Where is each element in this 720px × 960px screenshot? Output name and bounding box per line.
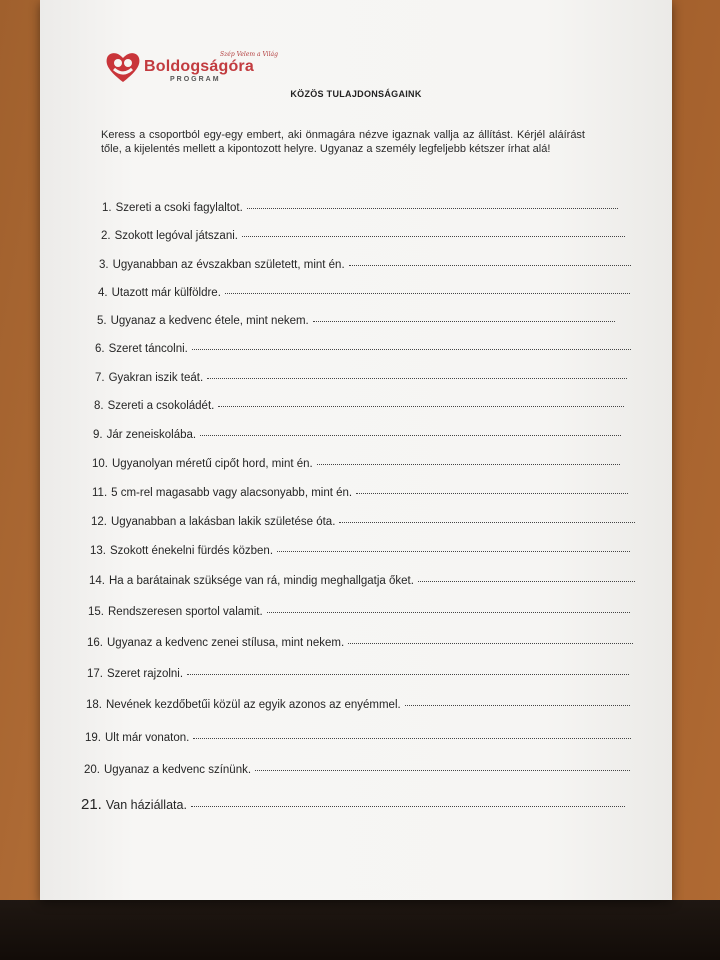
signature-line[interactable] — [187, 674, 629, 675]
logo-name: Boldogságóra — [144, 58, 254, 75]
statement-text: Ha a barátainak szüksége van rá, mindig meghallgatja őket. — [109, 575, 414, 587]
statement-text: Ugyanaz a kedvenc színünk. — [104, 764, 252, 776]
signature-line[interactable] — [225, 293, 630, 294]
statement-number: 1. — [102, 202, 112, 214]
statement-text: Szeret rajzolni. — [107, 668, 184, 680]
statement-row — [88, 606, 630, 618]
statement-row — [85, 732, 631, 744]
logo — [104, 50, 278, 90]
statement-number: 15. — [88, 606, 104, 618]
instructions-text: Keress a csoportból egy-egy embert, aki önmagára nézve igaznak vallja az állítást. Kérjél aláírást tőle, a kijelentés mellett a kipontozott helyre. Ugyanaz a személy legfeljebb kétszer írhat alá! — [101, 129, 585, 155]
statement-text: Nevének kezdőbetűi közül az egyik azonos az enyémmel. — [106, 699, 401, 711]
statement-number: 12. — [91, 516, 107, 528]
statement-row — [90, 545, 630, 557]
signature-line[interactable] — [348, 643, 633, 644]
statement-text: Ült már vonaton. — [105, 732, 190, 744]
statement-number: 9. — [93, 429, 103, 441]
statement-row — [84, 764, 630, 776]
statement-row — [95, 343, 631, 355]
statement-number: 16. — [87, 637, 103, 649]
statement-number: 11. — [92, 487, 108, 499]
statement-row — [87, 668, 629, 680]
statement-row — [92, 487, 628, 499]
worksheet-page — [40, 0, 672, 900]
statement-number: 18. — [86, 699, 102, 711]
statement-row — [89, 575, 635, 587]
statement-row — [94, 400, 624, 412]
signature-line[interactable] — [267, 612, 630, 613]
statement-text: Ugyanaz a kedvenc étele, mint nekem. — [110, 315, 309, 327]
signature-line[interactable] — [313, 321, 615, 322]
statement-number: 6. — [95, 343, 105, 355]
statement-row — [91, 516, 635, 528]
statement-row — [97, 315, 615, 327]
signature-line[interactable] — [356, 493, 628, 494]
statement-number: 10. — [92, 458, 108, 470]
statement-row — [101, 230, 625, 242]
signature-line[interactable] — [247, 208, 618, 209]
statement-text: Szeret táncolni. — [108, 343, 188, 355]
signature-line[interactable] — [418, 581, 635, 582]
statement-number: 7. — [95, 372, 105, 384]
statement-row — [95, 372, 627, 384]
statement-number: 19. — [85, 732, 101, 744]
statement-text: Gyakran iszik teát. — [108, 372, 204, 384]
table-edge — [0, 900, 720, 960]
signature-line[interactable] — [339, 522, 635, 523]
statement-text: Ugyanabban az évszakban született, mint én. — [112, 259, 345, 271]
heart-logo-icon — [104, 50, 142, 84]
signature-line[interactable] — [191, 806, 625, 807]
statement-row — [98, 287, 630, 299]
page-title: KÖZÖS TULAJDONSÁGAINK — [290, 89, 422, 99]
signature-line[interactable] — [317, 464, 620, 465]
statement-text: Jár zeneiskolába. — [106, 429, 197, 441]
statement-number: 17. — [87, 668, 103, 680]
signature-line[interactable] — [277, 551, 630, 552]
statement-text: Ugyanaz a kedvenc zenei stílusa, mint nekem. — [107, 637, 345, 649]
statement-text: Szereti a csoki fagylaltot. — [115, 202, 243, 214]
signature-line[interactable] — [200, 435, 621, 436]
signature-line[interactable] — [255, 770, 630, 771]
signature-line[interactable] — [349, 265, 631, 266]
statement-number: 4. — [98, 287, 108, 299]
statement-text: Szereti a csokoládét. — [107, 400, 215, 412]
statement-text: Szokott énekelni fürdés közben. — [110, 545, 274, 557]
statement-row — [86, 699, 630, 711]
signature-line[interactable] — [207, 378, 627, 379]
statement-row — [92, 458, 620, 470]
signature-line[interactable] — [192, 349, 631, 350]
statement-number: 21. — [81, 796, 102, 813]
statement-text: Utazott már külföldre. — [111, 287, 221, 299]
statement-text: Rendszeresen sportol valamit. — [108, 606, 263, 618]
statement-row — [81, 796, 625, 813]
statement-number: 5. — [97, 315, 107, 327]
statement-row — [93, 429, 621, 441]
logo-tagline: Szép Velem a Világ — [220, 51, 278, 58]
statement-row — [99, 259, 631, 271]
statement-number: 2. — [101, 230, 111, 242]
statement-text: 5 cm-rel magasabb vagy alacsonyabb, mint én. — [111, 487, 353, 499]
signature-line[interactable] — [193, 738, 631, 739]
statement-row — [102, 202, 618, 214]
statement-text: Ugyanabban a lakásban lakik születése óta. — [111, 516, 336, 528]
signature-line[interactable] — [242, 236, 625, 237]
logo-program: PROGRAM — [170, 76, 221, 83]
statement-row — [87, 637, 633, 649]
signature-line[interactable] — [405, 705, 630, 706]
statement-number: 14. — [89, 575, 105, 587]
statement-text: Ugyanolyan méretű cipőt hord, mint én. — [112, 458, 313, 470]
signature-line[interactable] — [218, 406, 624, 407]
statement-number: 8. — [94, 400, 104, 412]
statement-number: 13. — [90, 545, 106, 557]
statement-text: Szokott legóval játszani. — [114, 230, 238, 242]
statement-number: 20. — [84, 764, 100, 776]
statement-number: 3. — [99, 259, 109, 271]
statement-text: Van háziállata. — [105, 798, 187, 812]
